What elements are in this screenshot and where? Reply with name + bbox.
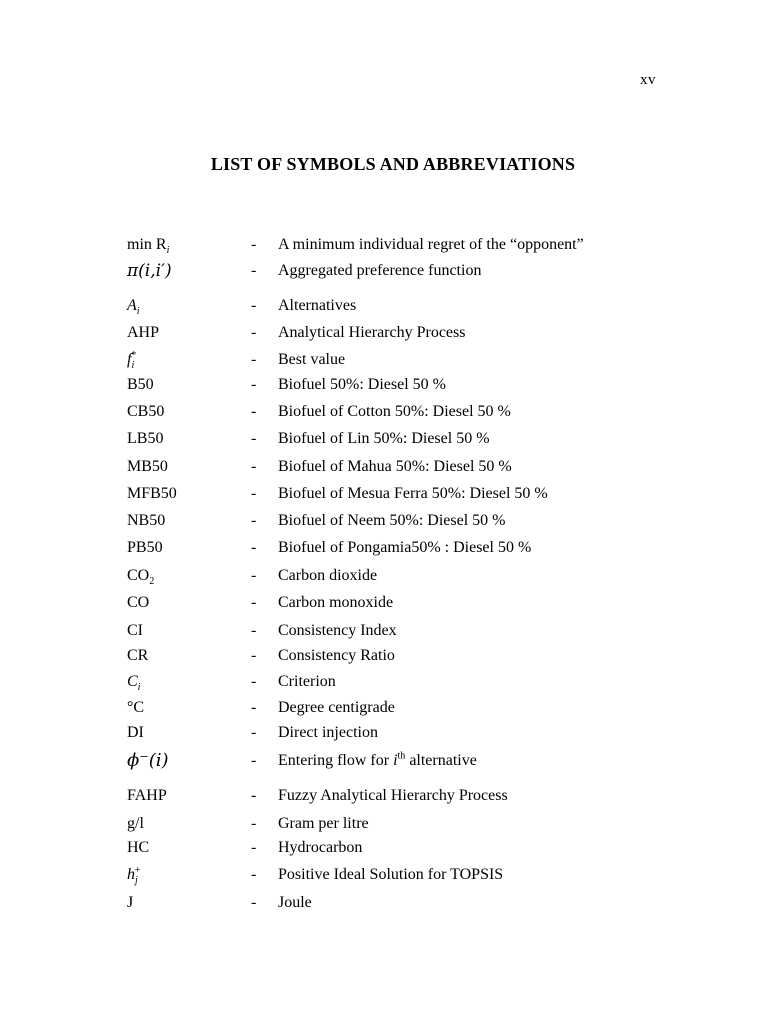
separator: - <box>251 622 257 639</box>
description: Joule <box>278 894 312 911</box>
symbol: DI <box>127 724 144 741</box>
symbol: HC <box>127 839 150 856</box>
separator: - <box>251 376 257 393</box>
separator: - <box>251 324 257 341</box>
symbol: CR <box>127 647 149 664</box>
description: Biofuel of Mesua Ferra 50%: Diesel 50 % <box>278 485 548 502</box>
list-item <box>0 751 768 775</box>
separator: - <box>251 485 257 502</box>
symbol: π(i,i′) <box>127 261 172 281</box>
symbol: $f_i^*$ <box>127 349 137 372</box>
description: Consistency Ratio <box>278 647 395 664</box>
separator: - <box>251 236 257 253</box>
separator: - <box>251 866 257 883</box>
symbol: B50 <box>127 376 154 393</box>
symbol: MB50 <box>127 458 168 475</box>
symbol: AHP <box>127 324 160 341</box>
separator: - <box>251 787 257 804</box>
separator: - <box>251 594 257 611</box>
list-item <box>0 484 768 508</box>
list-item <box>0 402 768 426</box>
page-title: LIST OF SYMBOLS AND ABBREVIATIONS <box>210 154 576 174</box>
description: Fuzzy Analytical Hierarchy Process <box>278 787 508 804</box>
description: Biofuel of Pongamia50% : Diesel 50 % <box>278 539 532 556</box>
separator: - <box>251 815 257 832</box>
description: Carbon dioxide <box>278 567 378 584</box>
separator: - <box>251 458 257 475</box>
separator: - <box>251 647 257 664</box>
list-item <box>0 893 768 917</box>
symbol: $h_j^+$ <box>127 864 141 887</box>
separator: - <box>251 403 257 420</box>
list-item <box>0 261 768 285</box>
list-item <box>0 621 768 645</box>
separator: - <box>251 673 257 690</box>
separator: - <box>251 512 257 529</box>
description: Alternatives <box>278 297 357 314</box>
description: Biofuel of Lin 50%: Diesel 50 % <box>278 430 490 447</box>
list-item <box>0 350 768 374</box>
symbol: NB50 <box>127 512 166 529</box>
separator: - <box>251 567 257 584</box>
symbol: $A_i$ <box>127 297 140 318</box>
symbol: PB50 <box>127 539 163 556</box>
description: Biofuel of Mahua 50%: Diesel 50 % <box>278 458 512 475</box>
separator: - <box>251 351 257 368</box>
description: Positive Ideal Solution for TOPSIS <box>278 866 504 883</box>
symbol: ϕ⁻(i) <box>127 750 169 771</box>
list-item <box>0 593 768 617</box>
description: Biofuel of Cotton 50%: Diesel 50 % <box>278 403 511 420</box>
description: Degree centigrade <box>278 699 395 716</box>
list-item <box>0 672 768 696</box>
list-item <box>0 375 768 399</box>
symbol: J <box>127 894 134 911</box>
symbol: $C_i$ <box>127 673 141 694</box>
description: Gram per litre <box>278 815 369 832</box>
separator: - <box>251 297 257 314</box>
separator: - <box>251 894 257 911</box>
symbol: g/l <box>127 815 144 832</box>
symbol: °C <box>127 699 145 716</box>
page-number: xv <box>640 72 656 88</box>
description: Analytical Hierarchy Process <box>278 324 466 341</box>
description: Hydrocarbon <box>278 839 363 856</box>
list-item <box>0 429 768 453</box>
separator: - <box>251 724 257 741</box>
description: Best value <box>278 351 346 368</box>
list-item <box>0 865 768 889</box>
description: Criterion <box>278 673 336 690</box>
separator: - <box>251 699 257 716</box>
list-item <box>0 566 768 590</box>
symbol: $CO_2$ <box>127 567 155 588</box>
description: A minimum individual regret of the “opponent” <box>278 236 584 253</box>
description: Entering flow for $i^{th}$ alternative <box>278 750 477 769</box>
list-item <box>0 235 768 259</box>
list-item <box>0 296 768 320</box>
description: Direct injection <box>278 724 378 741</box>
symbol: CI <box>127 622 143 639</box>
list-item <box>0 511 768 535</box>
symbol: FAHP <box>127 787 167 804</box>
description: Consistency Index <box>278 622 397 639</box>
list-item <box>0 723 768 747</box>
list-item <box>0 786 768 810</box>
list-item <box>0 814 768 838</box>
separator: - <box>251 262 257 279</box>
description: Carbon monoxide <box>278 594 394 611</box>
list-item <box>0 323 768 347</box>
separator: - <box>251 539 257 556</box>
separator: - <box>251 430 257 447</box>
list-item <box>0 698 768 722</box>
list-item <box>0 538 768 562</box>
symbol: CO <box>127 594 150 611</box>
list-item <box>0 838 768 862</box>
symbol: LB50 <box>127 430 164 447</box>
list-item <box>0 646 768 670</box>
separator: - <box>251 839 257 856</box>
symbol: $\min R_i$ <box>127 236 170 257</box>
symbol: MFB50 <box>127 485 177 502</box>
description: Biofuel 50%: Diesel 50 % <box>278 376 446 393</box>
list-item <box>0 457 768 481</box>
description: Aggregated preference function <box>278 262 482 279</box>
separator: - <box>251 752 257 769</box>
description: Biofuel of Neem 50%: Diesel 50 % <box>278 512 506 529</box>
symbol: CB50 <box>127 403 165 420</box>
